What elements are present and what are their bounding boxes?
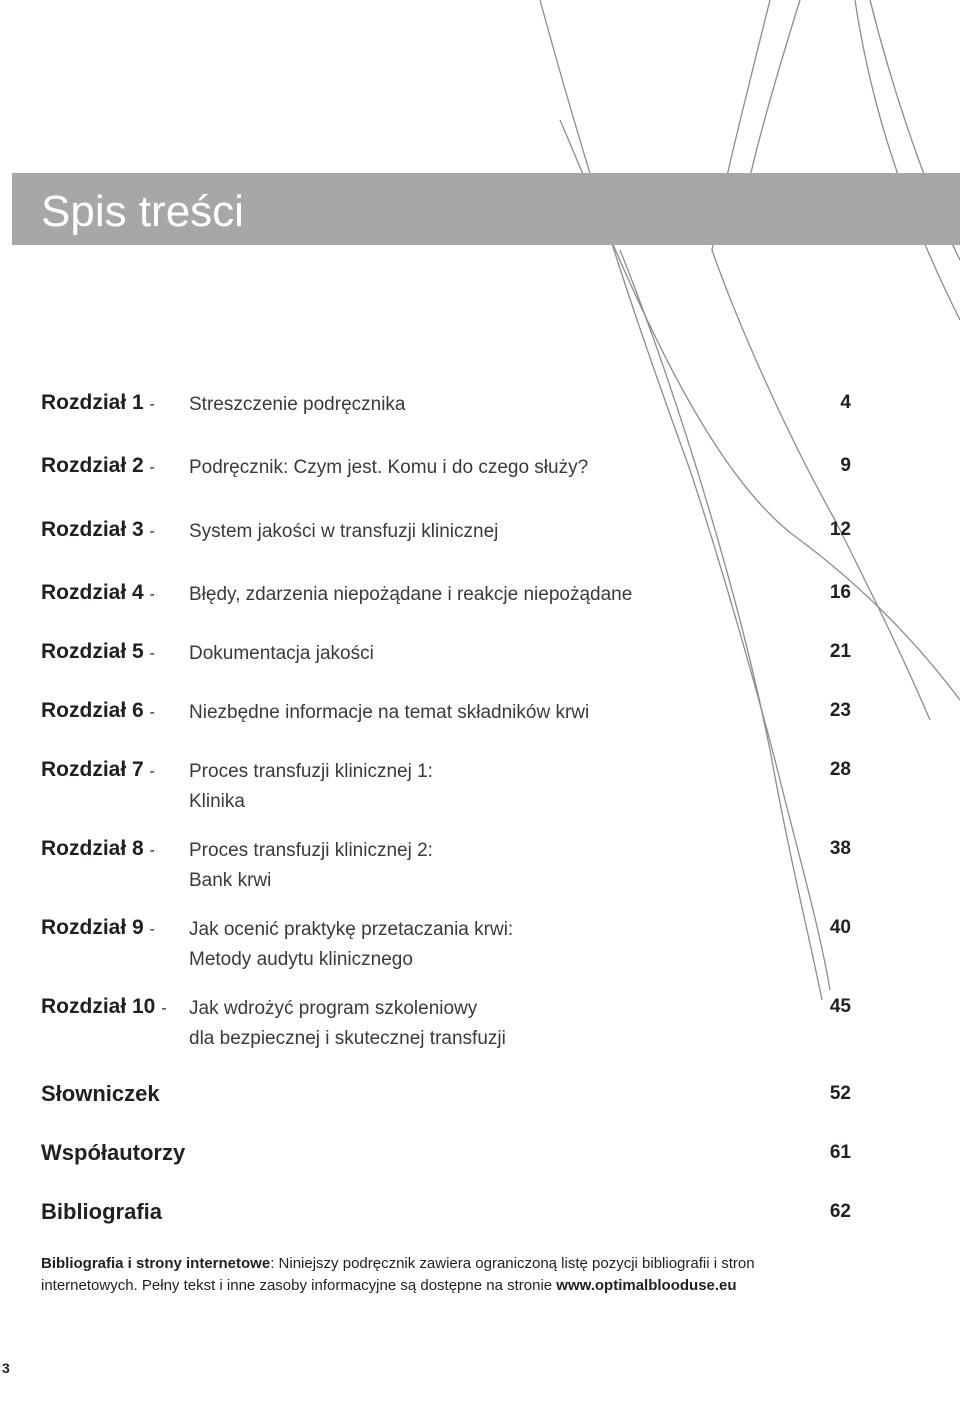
chapter-separator: -: [149, 396, 155, 413]
chapter-separator: -: [149, 459, 155, 476]
description-line-1: System jakości w transfuzji klinicznej: [189, 521, 499, 542]
chapter-description: [189, 994, 506, 1054]
page-reference: 23: [829, 700, 851, 721]
bibliography-note: [41, 1253, 841, 1297]
chapter-number: Rozdział 1: [41, 391, 144, 414]
page-reference: 4: [840, 392, 851, 413]
chapter-description: [189, 390, 406, 420]
section-label: Bibliografia: [41, 1199, 163, 1224]
chapter-description: [189, 915, 513, 975]
chapter-label: [41, 836, 155, 864]
note-bold-label: Bibliografia i strony internetowe: [41, 1255, 271, 1272]
chapter-separator: -: [161, 1000, 167, 1017]
page-reference: 28: [829, 759, 851, 780]
page-reference: 52: [829, 1083, 851, 1104]
description-line-1: Niezbędne informacje na temat składników krwi: [189, 702, 590, 723]
chapter-number: Rozdział 9: [41, 916, 144, 939]
chapter-number: Rozdział 5: [41, 640, 144, 663]
description-line-2: dla bezpiecznej i skutecznej transfuzji: [189, 1028, 506, 1049]
chapter-label: [41, 994, 167, 1022]
chapter-separator: -: [149, 645, 155, 662]
page-reference: 9: [840, 455, 851, 476]
page-reference: 61: [829, 1142, 851, 1163]
description-line-1: Dokumentacja jakości: [189, 643, 374, 664]
chapter-label: [41, 639, 155, 667]
chapter-separator: -: [149, 763, 155, 780]
description-line-1: Proces transfuzji klinicznej 1:: [189, 761, 433, 782]
chapter-number: Rozdział 10: [41, 995, 156, 1018]
section-label: Słowniczek: [41, 1081, 160, 1106]
chapter-number: Rozdział 2: [41, 454, 144, 477]
description-line-1: Jak wdrożyć program szkoleniowy: [189, 998, 478, 1019]
chapter-description: [189, 453, 588, 483]
chapter-number: Rozdział 7: [41, 758, 144, 781]
page-reference: 40: [829, 917, 851, 938]
chapter-label: [41, 580, 155, 608]
page-title: Spis treści: [41, 187, 244, 236]
chapter-separator: -: [149, 921, 155, 938]
page-number: 3: [2, 1360, 10, 1376]
page-reference: 45: [829, 996, 851, 1017]
chapter-number: Rozdział 3: [41, 518, 144, 541]
description-line-2: Klinika: [189, 791, 245, 812]
description-line-1: Podręcznik: Czym jest. Komu i do czego służy?: [189, 457, 589, 478]
note-url[interactable]: www.optimalblooduse.eu: [556, 1277, 737, 1294]
chapter-description: [189, 517, 498, 547]
description-line-2: Metody audytu klinicznego: [189, 949, 413, 970]
page-reference: 62: [829, 1201, 851, 1222]
chapter-description: [189, 698, 589, 728]
chapter-label: [41, 517, 155, 545]
note-text: : Niniejszy podręcznik zawiera ograniczoną listę pozycji bibliografii i stron internetowych. Pełny tekst i inne zasoby informacyjne są dostępne na stronie: [41, 1255, 755, 1294]
page-reference: 38: [829, 838, 851, 859]
chapter-label: [41, 453, 155, 481]
chapter-number: Rozdział 8: [41, 837, 144, 860]
chapter-description: [189, 836, 433, 896]
description-line-1: Streszczenie podręcznika: [189, 394, 406, 415]
chapter-separator: -: [149, 842, 155, 859]
chapter-label: [41, 915, 155, 943]
chapter-separator: -: [149, 523, 155, 540]
chapter-separator: -: [149, 586, 155, 603]
chapter-description: [189, 580, 632, 610]
page-reference: 12: [829, 519, 851, 540]
chapter-separator: -: [149, 704, 155, 721]
description-line-2: Bank krwi: [189, 870, 272, 891]
chapter-label: [41, 698, 155, 726]
description-line-1: Jak ocenić praktykę przetaczania krwi:: [189, 919, 514, 940]
chapter-number: Rozdział 6: [41, 699, 144, 722]
page-reference: 16: [829, 582, 851, 603]
chapter-label: [41, 757, 155, 785]
description-line-1: Proces transfuzji klinicznej 2:: [189, 840, 433, 861]
section-label: Współautorzy: [41, 1140, 186, 1165]
chapter-label: [41, 390, 155, 418]
chapter-description: [189, 757, 433, 817]
description-line-1: Błędy, zdarzenia niepożądane i reakcje niepożądane: [189, 584, 633, 605]
chapter-description: [189, 639, 374, 669]
chapter-number: Rozdział 4: [41, 581, 144, 604]
page-reference: 21: [829, 641, 851, 662]
